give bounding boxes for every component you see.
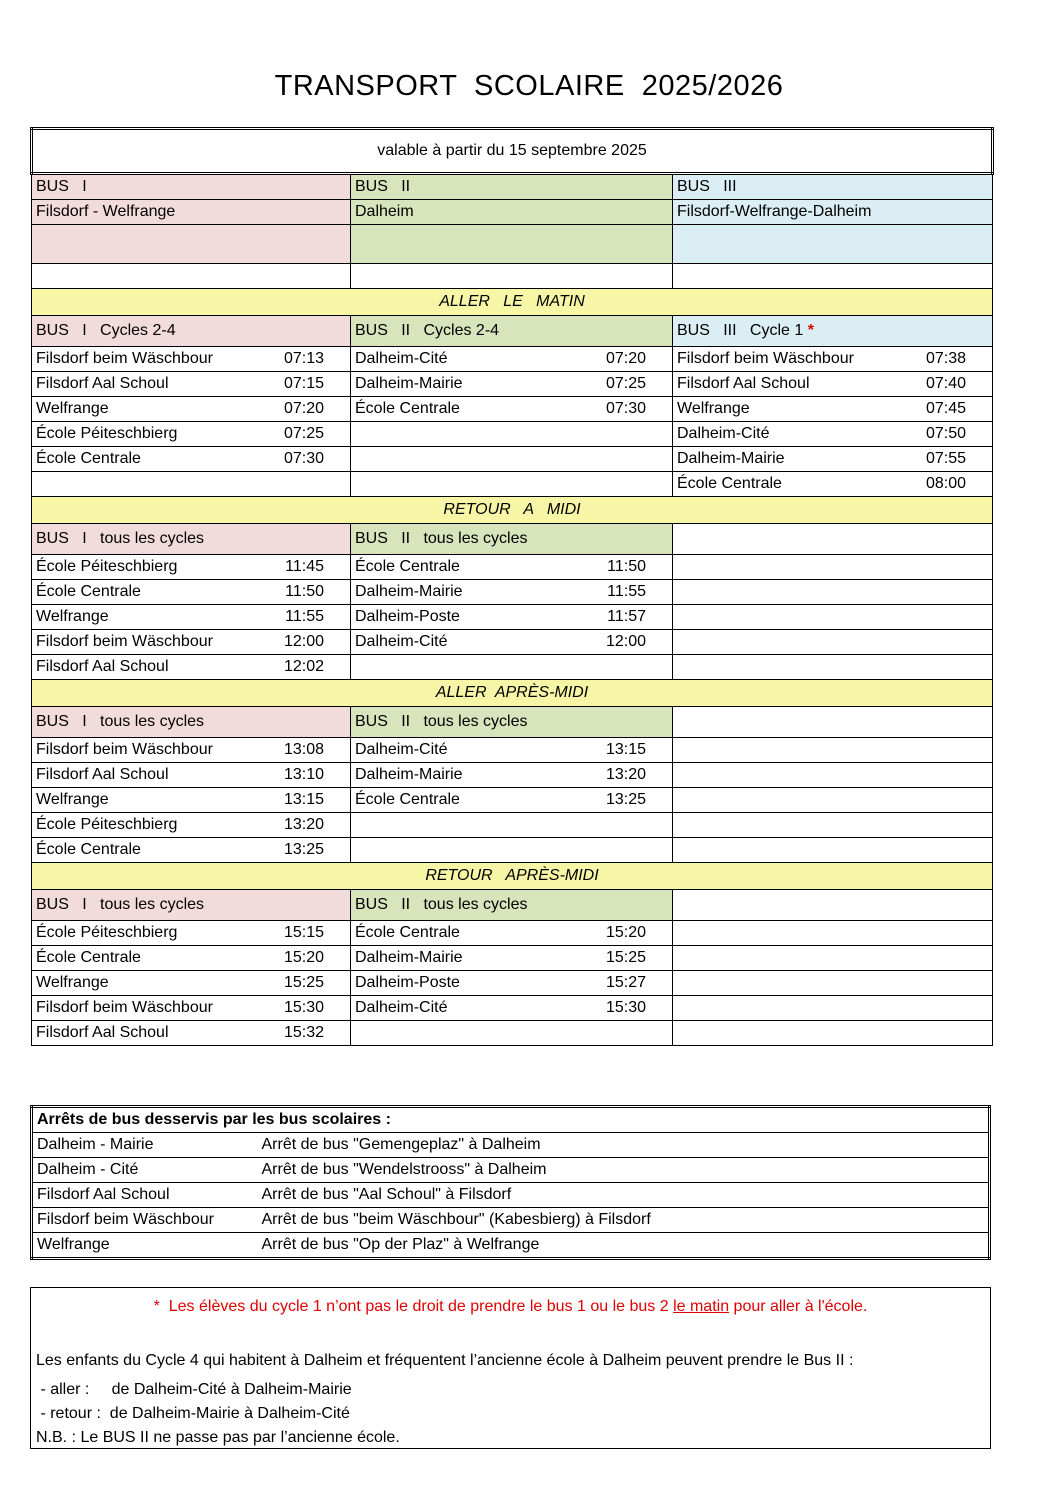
stop-time: 12:00 [605,633,646,650]
notes-box [30,1287,991,1449]
stop-time: 11:45 [285,558,324,575]
table-row [32,946,993,971]
stop-time: 07:20 [605,350,646,367]
column-heading: BUS I tous les cycles [32,890,351,921]
stop-time: 12:00 [283,633,324,650]
bus-2-route: Dalheim [351,200,673,225]
stop-time: 15:25 [605,949,646,966]
stop-time: 07:45 [925,400,967,417]
column-heading [673,890,993,921]
stop-name: École Péiteschbierg [36,425,178,442]
stop-time: 13:20 [605,766,646,783]
table-row [32,1021,993,1046]
stop-name: Dalheim-Cité [355,350,448,367]
table-row [32,738,993,763]
table-row [32,1133,990,1158]
table-row [32,921,993,946]
validity-note: valable à partir du 15 septembre 2025 [32,129,993,174]
table-row [32,605,993,630]
stop-name: Welfrange [36,608,109,625]
stop-name: Filsdorf Aal Schoul [677,375,810,392]
bus-3-route: Filsdorf-Welfrange-Dalheim [673,200,993,225]
stop-time: 13:25 [605,791,646,808]
stop-name: Filsdorf beim Wäschbour [32,1208,258,1233]
stop-time: 13:25 [283,841,324,858]
stop-time: 13:15 [605,741,646,758]
table-row [32,1158,990,1183]
table-row [32,788,993,813]
stop-time: 07:38 [925,350,967,367]
section-retour_midi: RETOUR A MIDI [32,497,993,524]
stop-time: 12:02 [283,658,324,675]
stop-time: 15:25 [283,974,324,991]
column-heading [673,524,993,555]
stop-time: 13:10 [283,766,324,783]
stop-name: École Centrale [355,791,460,808]
stop-name: École Centrale [36,949,141,966]
stop-name: Dalheim-Mairie [355,583,463,600]
table-row [32,472,993,497]
column-heading: BUS III Cycle 1 * [673,316,993,347]
note-line: N.B. : Le BUS II ne passe pas par l’ancienne école. [36,1429,400,1446]
section-aller_matin: ALLER LE MATIN [32,289,993,316]
table-row [32,655,993,680]
table-row [32,838,993,863]
stop-name: École Centrale [36,841,141,858]
stop-name: Welfrange [36,400,109,417]
schedule-table [30,127,994,1046]
stop-name: École Péiteschbierg [36,558,178,575]
stop-time: 15:30 [605,999,646,1016]
stop-time: 13:08 [283,741,324,758]
stop-name: Dalheim-Mairie [355,949,463,966]
stop-name: Welfrange [36,974,109,991]
note-line: - retour : de Dalheim-Mairie à Dalheim-Cité [36,1405,350,1422]
column-heading: BUS II tous les cycles [351,890,673,921]
stop-time: 11:57 [607,608,646,625]
stop-name: Dalheim-Cité [355,633,448,650]
stop-name: Dalheim-Cité [355,741,448,758]
stop-description: Arrêt de bus "Gemengeplaz" à Dalheim [258,1133,990,1158]
stop-name: Dalheim-Poste [355,974,460,991]
table-row [32,1183,990,1208]
column-heading: BUS I tous les cycles [32,524,351,555]
stop-name: Dalheim-Cité [677,425,770,442]
stop-name: Filsdorf Aal Schoul [36,766,169,783]
stop-time: 07:20 [283,400,324,417]
table-row [32,372,993,397]
stop-name: Filsdorf Aal Schoul [36,658,169,675]
stop-time: 15:27 [605,974,646,991]
bus-stops-table [30,1105,991,1260]
stop-description: Arrêt de bus "beim Wäschbour" (Kabesbierg) à Filsdorf [258,1208,990,1233]
stop-name: Dalheim-Mairie [677,450,785,467]
table-row [32,763,993,788]
bus-3-name: BUS III [673,174,993,200]
stop-time: 15:20 [283,949,324,966]
stop-name: École Centrale [355,400,460,417]
stop-name: Welfrange [36,791,109,808]
stop-name: Filsdorf beim Wäschbour [36,350,213,367]
table-row [32,555,993,580]
stop-time: 07:30 [605,400,646,417]
table-row [32,1233,990,1259]
bus-1-route: Filsdorf - Welfrange [32,200,351,225]
stop-time: 08:00 [925,475,967,492]
column-heading [673,707,993,738]
stop-name: Dalheim-Cité [355,999,448,1016]
stop-name: Filsdorf beim Wäschbour [36,633,213,650]
table-row [32,971,993,996]
stop-name: Dalheim - Mairie [32,1133,258,1158]
stop-time: 07:30 [283,450,324,467]
page-title: TRANSPORT SCOLAIRE 2025/2026 [274,70,784,102]
stop-time: 13:20 [283,816,324,833]
column-heading: BUS II Cycles 2-4 [351,316,673,347]
stop-time: 13:15 [283,791,324,808]
table-row [32,813,993,838]
stop-description: Arrêt de bus "Op der Plaz" à Welfrange [261,1236,540,1253]
stop-time: 11:55 [285,608,324,625]
column-heading: BUS II tous les cycles [351,707,673,738]
stop-time: 11:50 [607,558,646,575]
table-row [32,422,993,447]
column-heading: BUS II tous les cycles [351,524,673,555]
stop-time: 07:55 [925,450,967,467]
stop-time: 15:32 [283,1024,324,1041]
stop-time: 15:20 [605,924,646,941]
asterisk-mark: * [803,322,814,339]
stop-time: 15:15 [283,924,324,941]
column-heading: BUS I tous les cycles [32,707,351,738]
stop-time: 15:30 [283,999,324,1016]
stop-time: 07:13 [283,350,324,367]
stop-time: 07:50 [925,425,967,442]
stop-time: 07:40 [925,375,967,392]
table-row [32,1208,990,1233]
table-row [32,996,993,1021]
table-row [32,397,993,422]
column-heading: BUS I Cycles 2-4 [32,316,351,347]
cycle-1-warning: * Les élèves du cycle 1 n’ont pas le droit de prendre le bus 1 ou le bus 2 le matin pour aller à l'école. [153,1298,868,1315]
stop-name: Dalheim-Mairie [355,375,463,392]
bus-stops-heading: Arrêts de bus desservis par les bus scolaires : [32,1107,990,1133]
stop-name: École Péiteschbierg [36,924,178,941]
stop-name: École Centrale [355,924,460,941]
stop-name: École Péiteschbierg [36,816,178,833]
bus-2-name: BUS II [351,174,673,200]
note-line: - aller : de Dalheim-Cité à Dalheim-Mairie [36,1381,352,1398]
stop-name: Dalheim - Cité [32,1158,258,1183]
bus-1-name: BUS I [32,174,351,200]
stop-name: Filsdorf Aal Schoul [36,375,169,392]
note-line: Les enfants du Cycle 4 qui habitent à Dalheim et fréquentent l’ancienne école à Dalheim peuvent prendre le Bus II : [36,1352,854,1369]
stop-name: École Centrale [355,558,460,575]
stop-time: 07:15 [283,375,324,392]
table-row [32,447,993,472]
section-aller_aprem: ALLER APRÈS-MIDI [32,680,993,707]
stop-time: 07:25 [605,375,646,392]
stop-name: École Centrale [36,450,141,467]
table-row [32,630,993,655]
section-retour_aprem: RETOUR APRÈS-MIDI [32,863,993,890]
stop-name: Filsdorf beim Wäschbour [677,350,854,367]
table-row [32,347,993,372]
stop-description: Arrêt de bus "Wendelstrooss" à Dalheim [258,1158,990,1183]
table-row [32,580,993,605]
stop-name: Welfrange [677,400,750,417]
stop-name: Filsdorf Aal Schoul [36,1024,169,1041]
stop-name: Dalheim-Poste [355,608,460,625]
stop-name: Filsdorf beim Wäschbour [36,999,213,1016]
stop-name: École Centrale [36,583,141,600]
stop-name: Dalheim-Mairie [355,766,463,783]
stop-time: 11:55 [607,583,646,600]
stop-name: Welfrange [37,1236,110,1253]
stop-name: Filsdorf beim Wäschbour [36,741,213,758]
stop-time: 07:25 [283,425,324,442]
stop-description: Arrêt de bus "Aal Schoul" à Filsdorf [258,1183,990,1208]
stop-name: École Centrale [677,475,782,492]
stop-name: Filsdorf Aal Schoul [32,1183,258,1208]
stop-time: 11:50 [285,583,324,600]
